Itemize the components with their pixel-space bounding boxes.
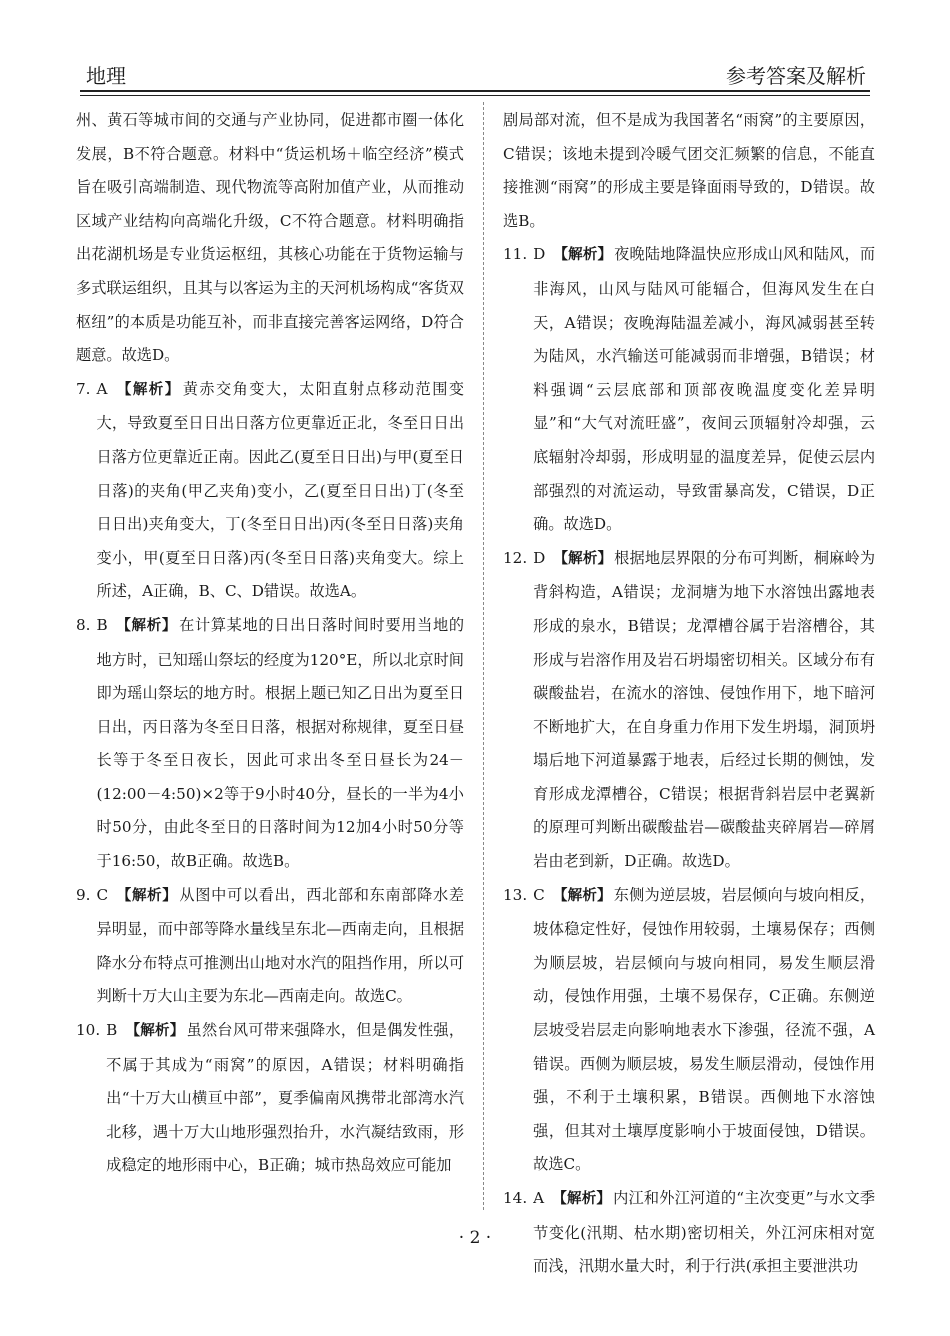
question-13 [503,879,875,1182]
question-number: 10. [76,1021,101,1040]
question-number: 8. [76,615,91,634]
analysis-text: 夜晚陆地降温快应形成山风和陆风，而非海风，山风与陆风可能辐合，但海风发生在白天，A错误；夜晚海陆温差减小，海风减弱甚至转为陆风，水汽输送可能减弱而非增强，B错误；材料强调“云层底部和顶部夜晚温度变化差异明显”和“大气对流旺盛”，夜间云顶辐射冷却强，云底辐射冷却弱，形成明显的温度差异，促使云层内部强烈的对流运动，导致雷暴高发，C错误，D正确。故选D。 [533,245,876,534]
page-number: · 2 · [458,1228,492,1248]
question-body [533,879,875,1182]
analysis-tag: 【解析】 [115,381,181,398]
analysis-tag: 【解析】 [553,550,613,567]
answer-letter: A [96,379,108,398]
header-rule-thin [80,95,870,96]
analysis-text: 在计算某地的日出日落时间时要用当地的地方时，已知瑶山祭坛的经度为120°E，所以北京时间即为瑶山祭坛的地方时。根据上题已知乙日出为夏至日日出，丙日落为冬至日日落，根据对称规律，夏至日昼长等于冬至日夜长，因此可求出冬至日昼长为24－(12:00－4:50)×2等于9小时40分，昼长的一半为4小时50分，由此冬至日的日落时间为12加4小时50分等于16:50，故B正确。故选B。 [96,615,465,871]
question-body [97,373,465,609]
continued-paragraph: 州、黄石等城市间的交通与产业协同，促进都市圈一体化发展，B不符合题意。材料中“货运机场＋临空经济”模式旨在吸引高端制造、现代物流等高附加值产业，从而推动区域产业结构向高端化升级，C不符合题意。材料明确指出花湖机场是专业货运枢纽，其核心功能在于货物运输与多式联运组织，且其与以客运为主的天河机场构成“客货双枢纽”的本质是功能互补，而非直接完善客运网络，D符合题意。故选D。 [76,111,464,365]
question-body [106,1014,464,1183]
subject-label: 地理 [86,64,126,88]
header-rule-thick [80,90,870,92]
analysis-tag: 【解析】 [552,1191,612,1207]
question-body [533,238,875,541]
analysis-text: 黄赤交角变大，太阳直射点移动范围变大，导致夏至日日出日落方位更靠近正北，冬至日日出日落方位更靠近正南。因此乙(夏至日日出)与甲(夏至日日落)的夹角(甲乙夹角)变小，乙(夏至日日出)丁(冬至日日出)夹角变大，丁(冬至日日出)丙(冬至日日落)夹角变小，甲(夏至日日落)丙(冬至日日落)夹角变大。综上所述，A正确，B、C、D错误。故选A。 [96,379,465,601]
analysis-tag: 【解析】 [552,887,612,904]
analysis-tag: 【解析】 [125,1023,185,1040]
question-11 [503,238,875,541]
question-number: 9. [76,885,91,904]
analysis-text: 根据地层界限的分布可判断，桐麻岭为背斜构造，A错误；龙洞塘为地下水溶蚀出露地表形成的泉水，B错误；龙潭槽谷属于岩溶槽谷，其形成与岩溶作用及岩石坍塌密切相关。区域分布有碳酸盐岩，在流水的溶蚀、侵蚀作用下，地下暗河不断地扩大，在自身重力作用下发生坍塌，洞顶坍塌后地下河道暴露于地表，后经过长期的侧蚀，发育形成龙潭槽谷，C错误；根据背斜岩层中老翼新的原理可判断出碳酸盐岩—碳酸盐夹碎屑岩—碎屑岩由老到新，D正确。故选D。 [533,548,876,871]
question-number: 14. [503,1189,528,1207]
question-body [97,609,465,879]
answer-letter: B [96,615,108,634]
analysis-text: 虽然台风可带来强降水，但是偶发性强，不属于其成为“雨窝”的原因，A错误；材料明确指出“十万大山横亘中部”，夏季偏南风携带北部湾水汽北移，遇十万大山地形强烈抬升，水汽凝结致雨，形成稳定的地形雨中心，B正确；城市热岛效应可能加 [106,1021,465,1175]
question-12 [503,542,875,879]
answer-letter: B [106,1021,118,1040]
analysis-tag: 【解析】 [115,617,178,634]
question-10 [76,1014,464,1183]
question-body [97,879,465,1014]
answer-letter: C [533,885,545,904]
analysis-text: 内江和外江河道的“主次变更”与水文季节变化(汛期、枯水期)密切相关，外江河床相对宽而浅，汛期水量大时，利于行洪(承担主要泄洪功 [533,1189,876,1276]
question-number: 13. [503,885,528,904]
continued-paragraph: 剧局部对流，但不是成为我国著名“雨窝”的主要原因，C错误；该地未提到冷暖气团交汇频繁的信息，不能直接推测“雨窝”的形成主要是锋面雨导致的，D错误。故选B。 [503,111,875,230]
column-divider [483,102,484,1210]
right-column [503,104,875,1284]
analysis-text: 东侧为逆层坡，岩层倾向与坡向相反，坡体稳定性好，侵蚀作用较弱，土壤易保存；西侧为顺层坡，岩层倾向与坡向相同，易发生顺层滑动，侵蚀作用强，土壤不易保存，C正确。东侧逆层坡受岩层走向影响地表水下渗强，径流不强，A错误。西侧为顺层坡，易发生顺层滑动，侵蚀作用强，不利于土壤积累，B错误。西侧地下水溶蚀强，但其对土壤厚度影响小于坡面侵蚀，D错误。故选C。 [533,885,876,1174]
question-9 [76,879,464,1014]
question-number: 12. [503,548,528,567]
analysis-tag: 【解析】 [553,247,613,264]
question-number: 7. [76,379,91,398]
answer-letter: D [533,548,546,567]
page-header [80,56,870,92]
question-7 [76,373,464,609]
question-body [533,542,875,879]
question-number: 11. [503,245,528,264]
left-column [76,104,464,1183]
header-title: 参考答案及解析 [726,64,866,88]
question-8 [76,609,464,879]
analysis-text: 从图中可以看出，西北部和东南部降水差异明显，而中部等降水量线呈东北—西南走向，且根据降水分布特点可推测出山地对水汽的阻挡作用，所以可判断十万大山主要为东北—西南走向。故选C。 [96,885,465,1006]
answer-letter: C [96,885,109,904]
answer-letter: D [533,245,546,264]
analysis-tag: 【解析】 [116,887,178,904]
answer-letter: A [533,1189,545,1207]
